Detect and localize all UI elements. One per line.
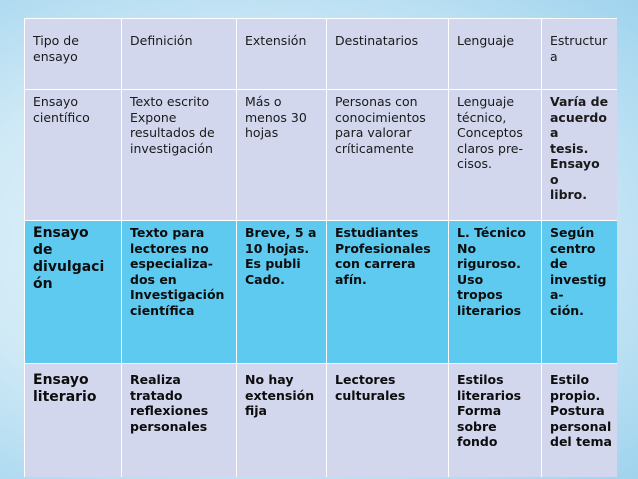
cell-estructura: Varía de acuerdo a tesis. Ensayo o libro. [542,90,618,221]
header-extension: Extensión [237,19,327,90]
cell-lenguaje: Lenguaje técnico, Conceptos claros pre- cisos. [449,90,542,221]
table-frame [24,18,617,477]
cell-tipo: Ensayo de divulgación [25,221,122,364]
cell-extension: Breve, 5 a 10 hojas. Es publi Cado. [237,221,327,364]
header-destinatarios: Destinatarios [327,19,449,90]
cell-destinatarios: Estudiantes Profesionales con carrera afín. [327,221,449,364]
cell-destinatarios: Lectores culturales [327,364,449,478]
cell-definicion: Texto para lectores no especializa- dos en Investigación científica [122,221,237,364]
cell-lenguaje: L. Técnico No riguroso. Uso tropos literarios [449,221,542,364]
table-row-ensayo-divulgacion [25,221,618,364]
cell-tipo: Ensayo científico [25,90,122,221]
header-definicion: Definición [122,19,237,90]
cell-estructura: Según centro de investiga- ción. [542,221,618,364]
table-header-row [25,19,618,90]
cell-tipo: Ensayo literario [25,364,122,478]
cell-extension: Más o menos 30 hojas [237,90,327,221]
essay-types-table [24,18,617,477]
cell-estructura: Estilo propio. Postura personal del tema [542,364,618,478]
table-row-ensayo-cientifico [25,90,618,221]
header-tipo-de-ensayo: Tipo de ensayo [25,19,122,90]
cell-destinatarios: Personas con conocimientos para valorar críticamente [327,90,449,221]
cell-definicion: Texto escrito Expone resultados de investigación [122,90,237,221]
header-estructura: Estructura [542,19,618,90]
header-lenguaje: Lenguaje [449,19,542,90]
cell-extension: No hay extensión fija [237,364,327,478]
table-row-ensayo-literario [25,364,618,478]
cell-definicion: Realiza tratado reflexiones personales [122,364,237,478]
cell-lenguaje: Estilos literarios Forma sobre fondo [449,364,542,478]
